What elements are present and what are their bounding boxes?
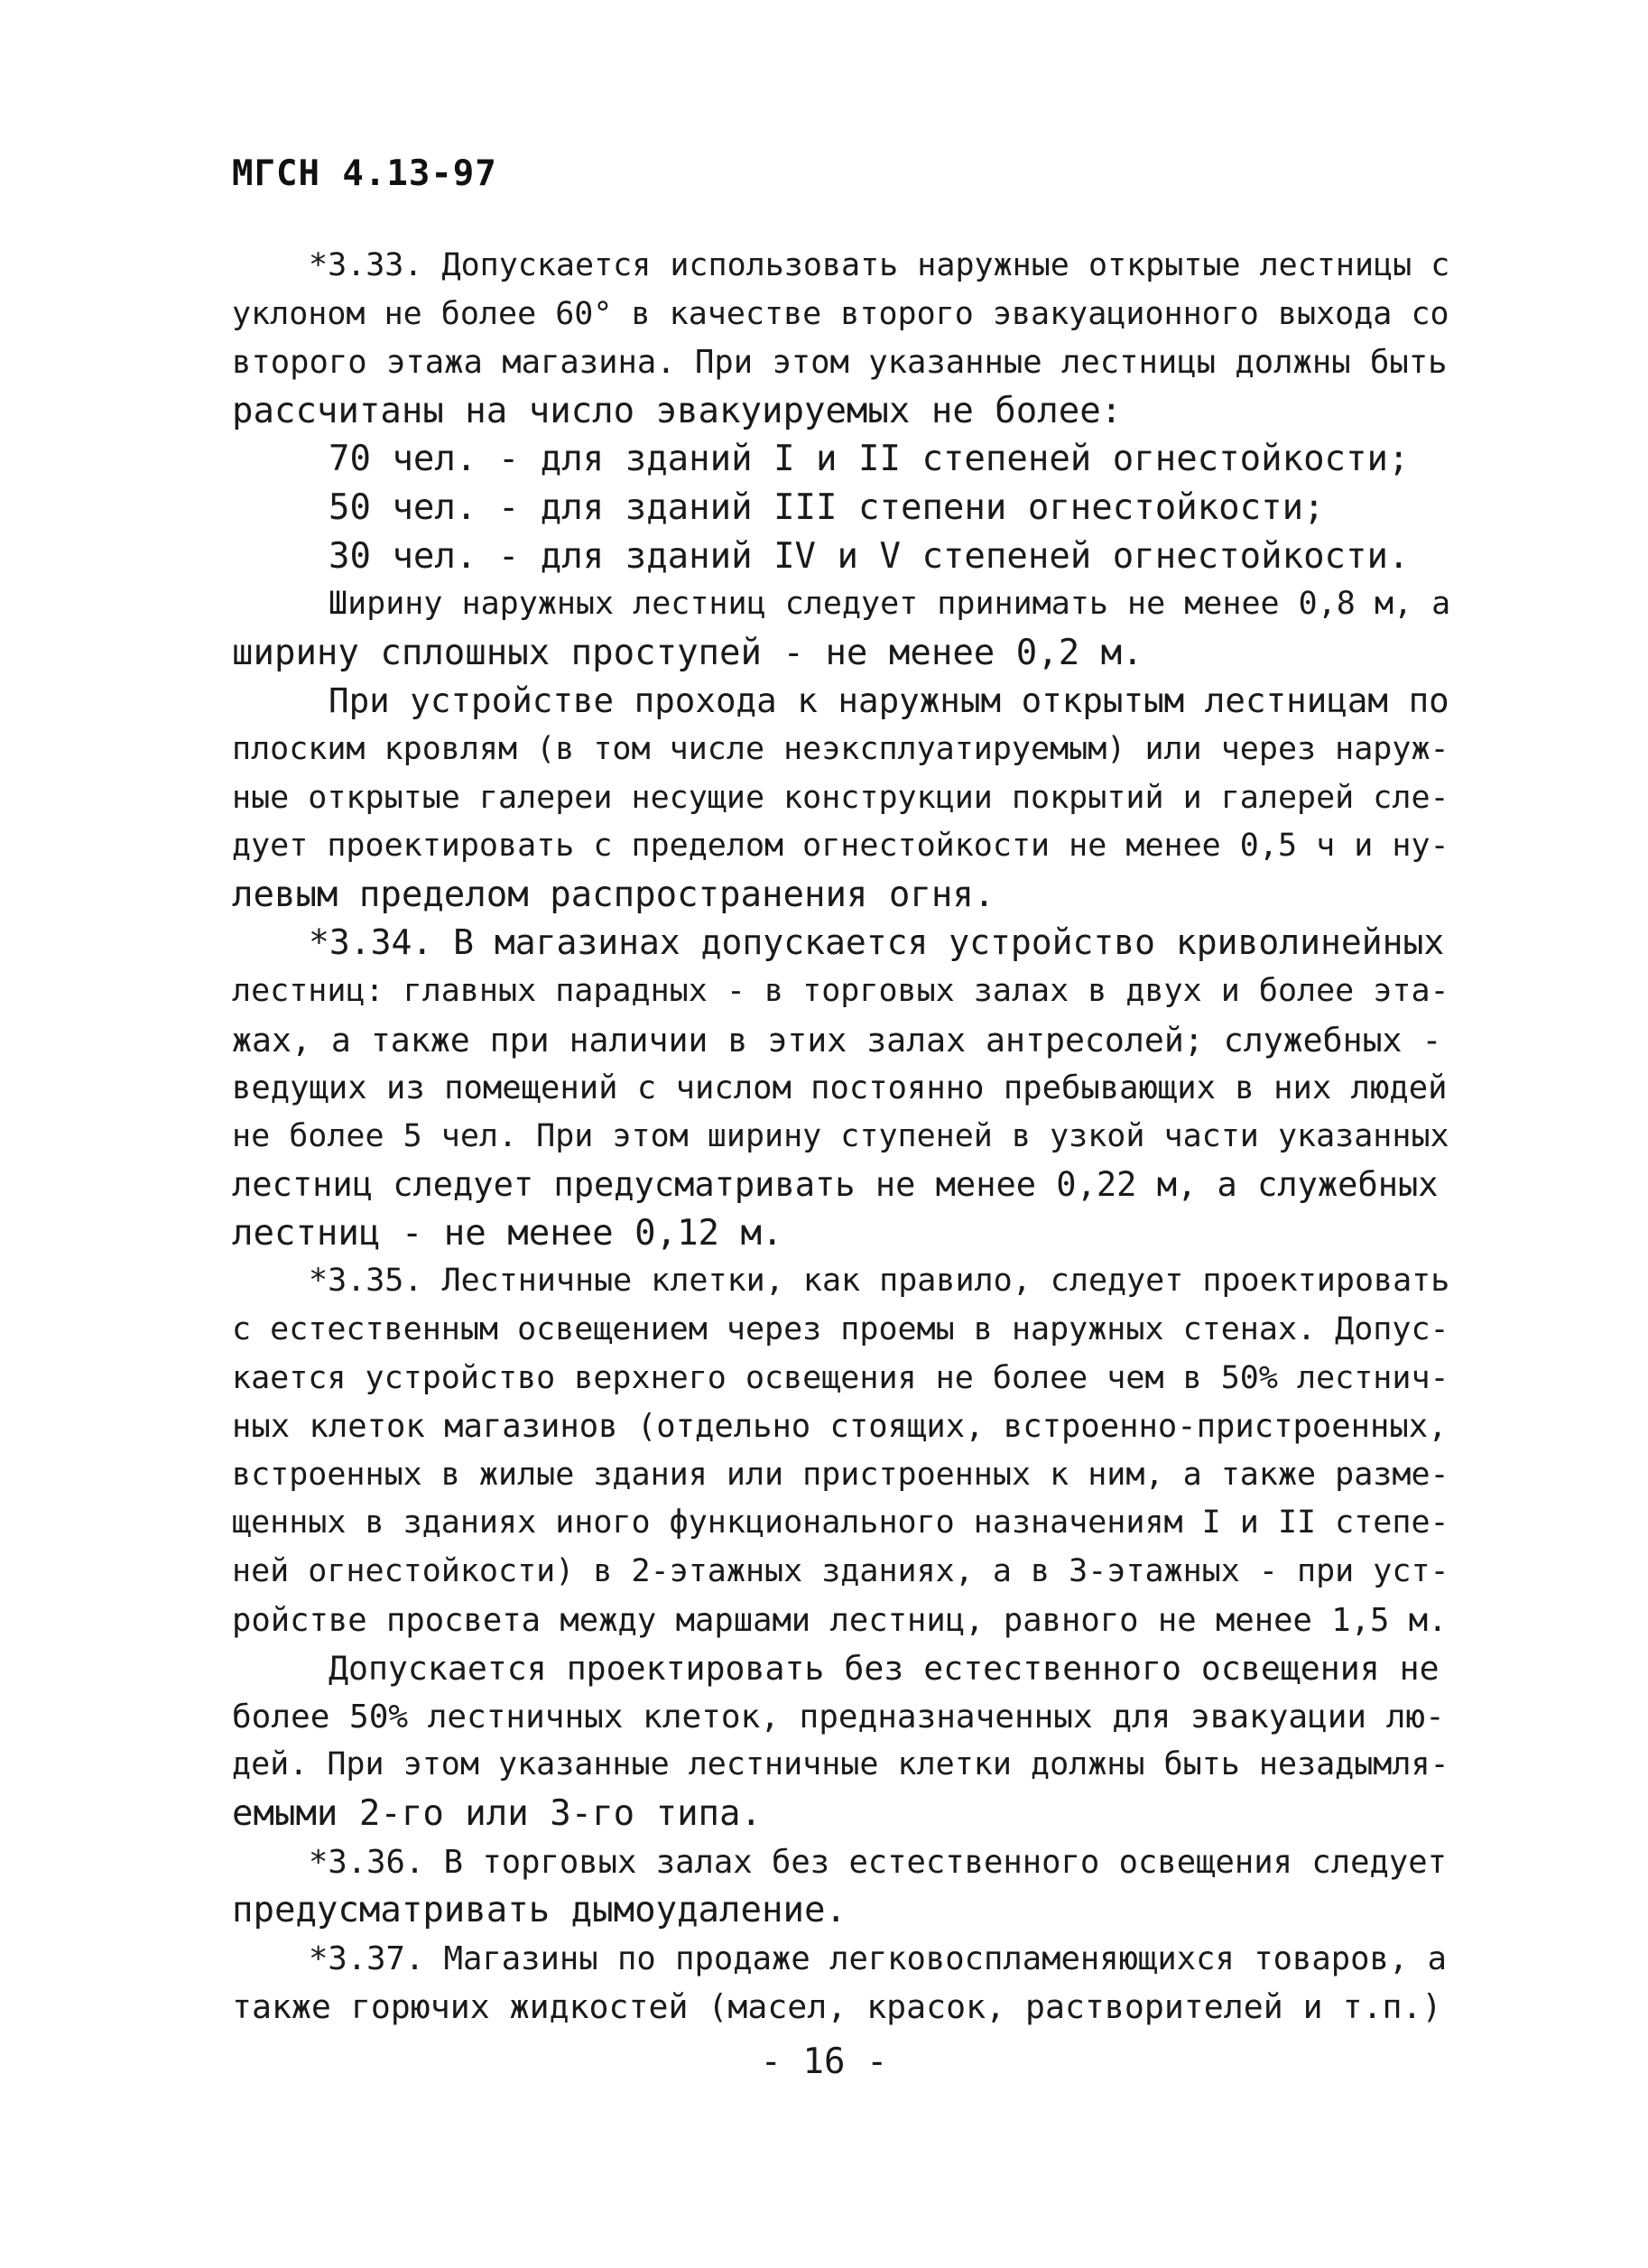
text-line: дей. При этом указанные лестничные клетки должны быть незадымля-	[232, 1746, 1449, 1783]
text-line-para-3-35-start: *3.35. Лестничные клетки, как правило, следует проектировать	[309, 1263, 1450, 1300]
text-line: плоским кровлям (в том числе неэксплуатируемым) или через наруж-	[232, 730, 1449, 767]
text-line: лестниц: главных парадных - в торговых залах в двух и более эта-	[232, 972, 1449, 1009]
text-line-para-3-34-start: *3.34. В магазинах допускается устройство криволинейных	[309, 922, 1445, 963]
text-line: ширину сплошных проступей - не менее 0,2 м.	[232, 632, 1143, 673]
text-line: также горючих жидкостей (масел, красок, растворителей и т.п.)	[232, 1987, 1442, 2027]
text-line: лестниц следует предусматривать не менее 0,22 м, а служебных	[232, 1165, 1439, 1205]
text-line: емыми 2-го или 3-го типа.	[232, 1793, 762, 1834]
text-line: предусматривать дымоудаление.	[232, 1890, 847, 1931]
text-line-para-3-33-start: *3.33. Допускается использовать наружные открытые лестницы с	[309, 247, 1450, 283]
text-line: ведущих из помещений с числом постоянно пребывающих в них людей	[232, 1069, 1448, 1107]
text-line: с естественным освещением через проемы в наружных стенах. Допус-	[232, 1311, 1449, 1348]
text-line: более 50% лестничных клеток, предназначенных для эвакуации лю-	[232, 1698, 1445, 1736]
text-line: жах, а также при наличии в этих залах антресолей; служебных -	[232, 1020, 1442, 1060]
text-line: не более 5 чел. При этом ширину ступеней в узкой части указанных	[232, 1117, 1449, 1154]
list-item-30: 30 чел. - для зданий IV и V степеней огнестойкости.	[329, 535, 1410, 577]
text-line: кается устройство верхнего освещения не более чем в 50% лестнич-	[232, 1359, 1449, 1396]
text-line: второго этажа магазина. При этом указанные лестницы должны быть	[232, 344, 1448, 382]
list-item-70: 70 чел. - для зданий I и II степеней огнестойкости;	[329, 439, 1410, 480]
text-line: щенных в зданиях иного функционального назначениям I и II степе-	[232, 1504, 1449, 1541]
list-item-50: 50 чел. - для зданий III степени огнестойкости;	[329, 486, 1325, 528]
text-line: лестниц - не менее 0,12 м.	[232, 1212, 783, 1254]
document-code-header: МГСН 4.13-97	[232, 153, 497, 194]
text-line: рассчитаны на число эвакуируемых не более:	[232, 390, 1123, 431]
text-line: ней огнестойкости) в 2-этажных зданиях, а в 3-этажных - при уст-	[232, 1553, 1449, 1590]
text-line: ройстве просвета между маршами лестниц, равного не менее 1,5 м.	[232, 1601, 1448, 1639]
text-line: левым пределом распространения огня.	[232, 874, 995, 915]
text-line: дует проектировать с пределом огнестойкости не менее 0,5 ч и ну-	[232, 828, 1449, 865]
page-number: - 16 -	[760, 2041, 888, 2082]
text-line: ных клеток магазинов (отдельно стоящих, встроенно-пристроенных,	[232, 1408, 1448, 1446]
text-line-passage-para: При устройстве прохода к наружным открытым лестницам по	[329, 680, 1449, 721]
text-line-no-light-para: Допускается проектировать без естественного освещения не	[329, 1649, 1440, 1689]
text-line-width-para: Ширину наружных лестниц следует принимать не менее 0,8 м, а	[329, 586, 1450, 623]
text-line-para-3-37-start: *3.37. Магазины по продаже легковоспламеняющихся товаров, а	[309, 1939, 1447, 1977]
text-line-para-3-36-start: *3.36. В торговых залах без естественного освещения следует	[309, 1843, 1447, 1881]
document-body	[232, 242, 1450, 2032]
text-line: ные открытые галереи несущие конструкции покрытий и галерей сле-	[232, 779, 1449, 816]
text-line: уклоном не более 60° в качестве второго эвакуационного выхода со	[232, 295, 1449, 332]
text-line: встроенных в жилые здания или пристроенных к ним, а также разме-	[232, 1456, 1449, 1493]
